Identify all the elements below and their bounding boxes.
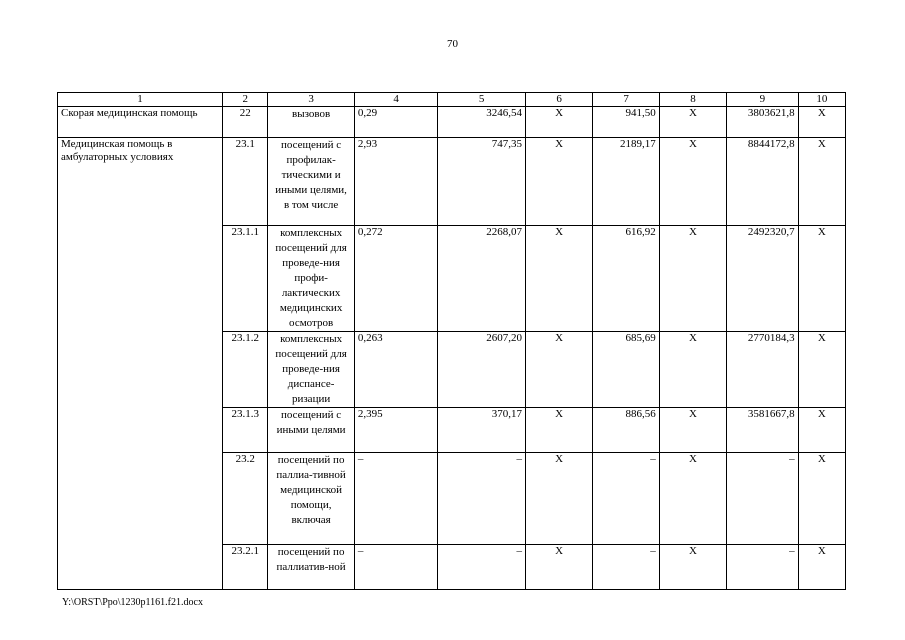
value-cell: Х (525, 452, 592, 544)
value-cell: Х (798, 452, 845, 544)
care-type-cell: Медицинская помощь в амбулаторных условиях (58, 137, 223, 589)
header-cell: 1 (58, 93, 223, 107)
value-cell: 0,263 (354, 331, 438, 407)
value-cell: Х (525, 137, 592, 225)
unit-cell: комплексных посещений для проведе-ния диспансе-ризации (268, 331, 355, 407)
header-cell: 4 (354, 93, 438, 107)
unit-cell: вызовов (268, 106, 355, 137)
value-cell: 886,56 (593, 407, 659, 452)
row-number-cell: 23.1 (223, 137, 268, 225)
unit-cell: посещений по паллиатив-ной (268, 544, 355, 589)
value-cell: Х (525, 331, 592, 407)
value-cell: – (727, 544, 798, 589)
data-table (57, 92, 846, 590)
value-cell: – (354, 452, 438, 544)
file-path-footer: Y:\ORST\Ppo\1230p1161.f21.docx (62, 597, 203, 608)
table-row (58, 137, 846, 225)
value-cell: Х (525, 225, 592, 331)
value-cell: Х (798, 544, 845, 589)
value-cell: Х (659, 137, 726, 225)
value-cell: Х (798, 137, 845, 225)
unit-cell: посещений с профилак-тическими и иными целями, в том числе (268, 137, 355, 225)
table-row (58, 106, 846, 137)
value-cell: 370,17 (438, 407, 526, 452)
value-cell: Х (659, 106, 726, 137)
care-type-cell: Скорая медицинская помощь (58, 106, 223, 137)
row-number-cell: 23.2.1 (223, 544, 268, 589)
value-cell: 685,69 (593, 331, 659, 407)
header-cell: 8 (659, 93, 726, 107)
value-cell: Х (659, 331, 726, 407)
value-cell: Х (659, 544, 726, 589)
row-number-cell: 23.2 (223, 452, 268, 544)
header-cell: 7 (593, 93, 659, 107)
value-cell: – (438, 452, 526, 544)
value-cell: 2770184,3 (727, 331, 798, 407)
value-cell: Х (798, 225, 845, 331)
value-cell: Х (798, 106, 845, 137)
table-header-row (58, 93, 846, 107)
header-cell: 3 (268, 93, 355, 107)
value-cell: Х (659, 452, 726, 544)
value-cell: 616,92 (593, 225, 659, 331)
value-cell: 2607,20 (438, 331, 526, 407)
value-cell: – (354, 544, 438, 589)
value-cell: – (593, 452, 659, 544)
unit-cell: посещений с иными целями (268, 407, 355, 452)
value-cell: – (727, 452, 798, 544)
header-cell: 9 (727, 93, 798, 107)
value-cell: 2189,17 (593, 137, 659, 225)
header-cell: 10 (798, 93, 845, 107)
value-cell: Х (525, 544, 592, 589)
row-number-cell: 23.1.2 (223, 331, 268, 407)
value-cell: 0,29 (354, 106, 438, 137)
value-cell: 941,50 (593, 106, 659, 137)
page-number: 70 (447, 38, 458, 50)
value-cell: 2,93 (354, 137, 438, 225)
value-cell: – (593, 544, 659, 589)
value-cell: 3803621,8 (727, 106, 798, 137)
value-cell: Х (798, 331, 845, 407)
value-cell: Х (525, 407, 592, 452)
row-number-cell: 22 (223, 106, 268, 137)
value-cell: 3246,54 (438, 106, 526, 137)
value-cell: Х (659, 407, 726, 452)
header-cell: 5 (438, 93, 526, 107)
header-cell: 6 (525, 93, 592, 107)
unit-cell: посещений по паллиа-тивной медицинской помощи, включая (268, 452, 355, 544)
row-number-cell: 23.1.3 (223, 407, 268, 452)
header-cell: 2 (223, 93, 268, 107)
value-cell: 2,395 (354, 407, 438, 452)
value-cell: 8844172,8 (727, 137, 798, 225)
value-cell: 2268,07 (438, 225, 526, 331)
value-cell: 0,272 (354, 225, 438, 331)
value-cell: 747,35 (438, 137, 526, 225)
value-cell: Х (659, 225, 726, 331)
row-number-cell: 23.1.1 (223, 225, 268, 331)
value-cell: – (438, 544, 526, 589)
unit-cell: комплексных посещений для проведе-ния профи-лактических медицинских осмотров (268, 225, 355, 331)
value-cell: Х (798, 407, 845, 452)
value-cell: Х (525, 106, 592, 137)
value-cell: 3581667,8 (727, 407, 798, 452)
value-cell: 2492320,7 (727, 225, 798, 331)
